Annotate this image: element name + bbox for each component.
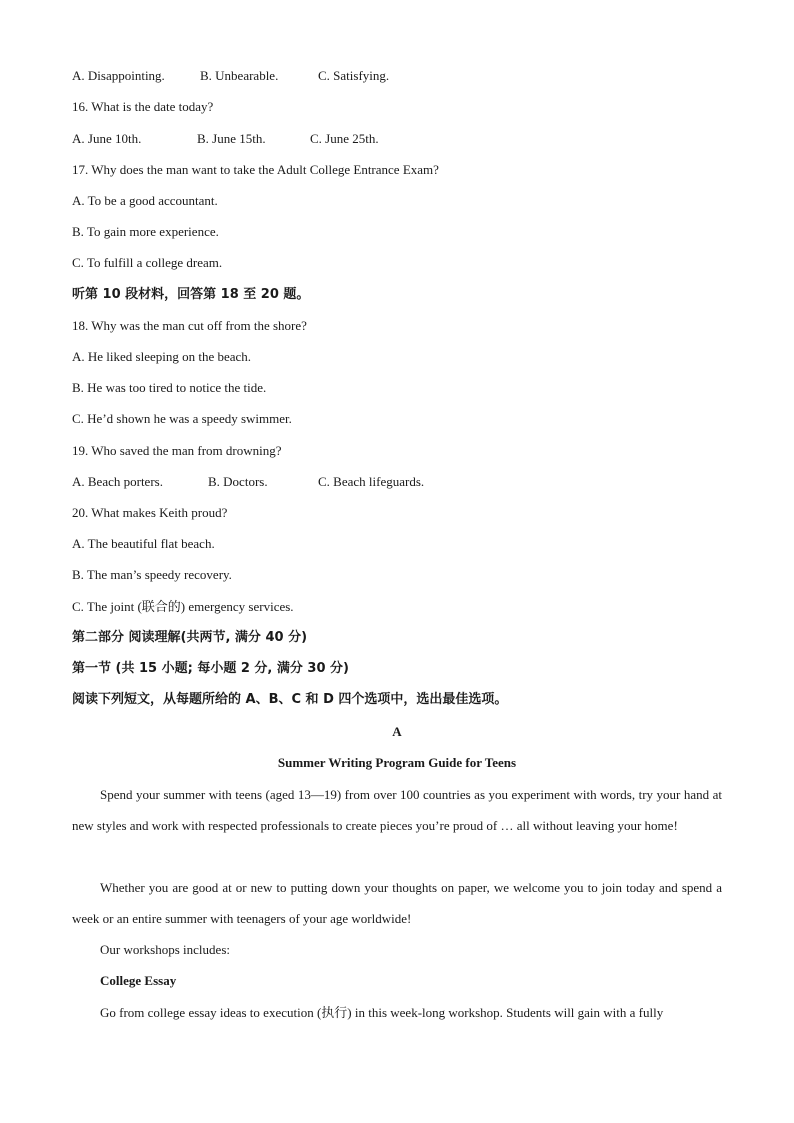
q16-option-a: A. June 10th. (72, 131, 142, 146)
part2-section1: 第一节 (共 15 小题; 每小题 2 分, 满分 30 分) (72, 661, 349, 676)
q20-option-b: B. The man’s speedy recovery. (72, 567, 232, 582)
part2-heading: 第二部分 阅读理解(共两节, 满分 40 分) (72, 630, 308, 645)
q17-option-c: C. To fulfill a college dream. (72, 255, 223, 270)
passage-para-1: Spend your summer with teens (aged 13—19) from over 100 countries as you experiment with words, try your hand at new styles and work with respected professionals to create pieces you’re proud of … all without leaving your home! (72, 787, 722, 833)
q18-option-b: B. He was too tired to notice the tide. (72, 380, 267, 395)
q20-option-a: A. The beautiful flat beach. (72, 536, 215, 551)
q19-option-b: B. Doctors. (208, 474, 268, 489)
q17-option-b: B. To gain more experience. (72, 224, 219, 239)
workshop-text-college-essay: Go from college essay ideas to execution (执行) in this week-long workshop. Students will gain with a fully (100, 1005, 664, 1020)
q15-option-b: B. Unbearable. (200, 68, 279, 83)
q15-options (72, 68, 389, 84)
workshop-title-college-essay: College Essay (100, 973, 177, 988)
q20-option-c: C. The joint (联合的) emergency services. (72, 599, 294, 614)
q15-option-c: C. Satisfying. (318, 68, 390, 83)
q16-question: 16. What is the date today? (72, 99, 214, 114)
q19-options (72, 474, 424, 490)
q16-option-b: B. June 15th. (197, 131, 266, 146)
q19-option-a: A. Beach porters. (72, 474, 163, 489)
q15-option-a: A. Disappointing. (72, 68, 165, 83)
q18-question: 18. Why was the man cut off from the shore? (72, 318, 307, 333)
q19-question: 19. Who saved the man from drowning? (72, 443, 282, 458)
q16-options (72, 131, 379, 147)
passage-title: Summer Writing Program Guide for Teens (277, 755, 517, 770)
q20-question: 20. What makes Keith proud? (72, 505, 228, 520)
passage-para-2: Whether you are good at or new to putting down your thoughts on paper, we welcome you to join today and spend a week or an entire summer with teenagers of your age worldwide! (72, 880, 722, 926)
q16-option-c: C. June 25th. (310, 131, 379, 146)
q18-option-c: C. He’d shown he was a speedy swimmer. (72, 411, 292, 426)
q17-question: 17. Why does the man want to take the Adult College Entrance Exam? (72, 162, 439, 177)
q19-option-c: C. Beach lifeguards. (318, 474, 425, 489)
workshops-intro: Our workshops includes: (100, 942, 230, 957)
passage-label: A (392, 724, 402, 739)
section10-instruction: 听第 10 段材料，回答第 18 至 20 题。 (72, 287, 310, 302)
q18-option-a: A. He liked sleeping on the beach. (72, 349, 252, 364)
q17-option-a: A. To be a good accountant. (72, 193, 218, 208)
part2-instruction: 阅读下列短文，从每题所给的 A、B、C 和 D 四个选项中，选出最佳选项。 (72, 692, 508, 707)
